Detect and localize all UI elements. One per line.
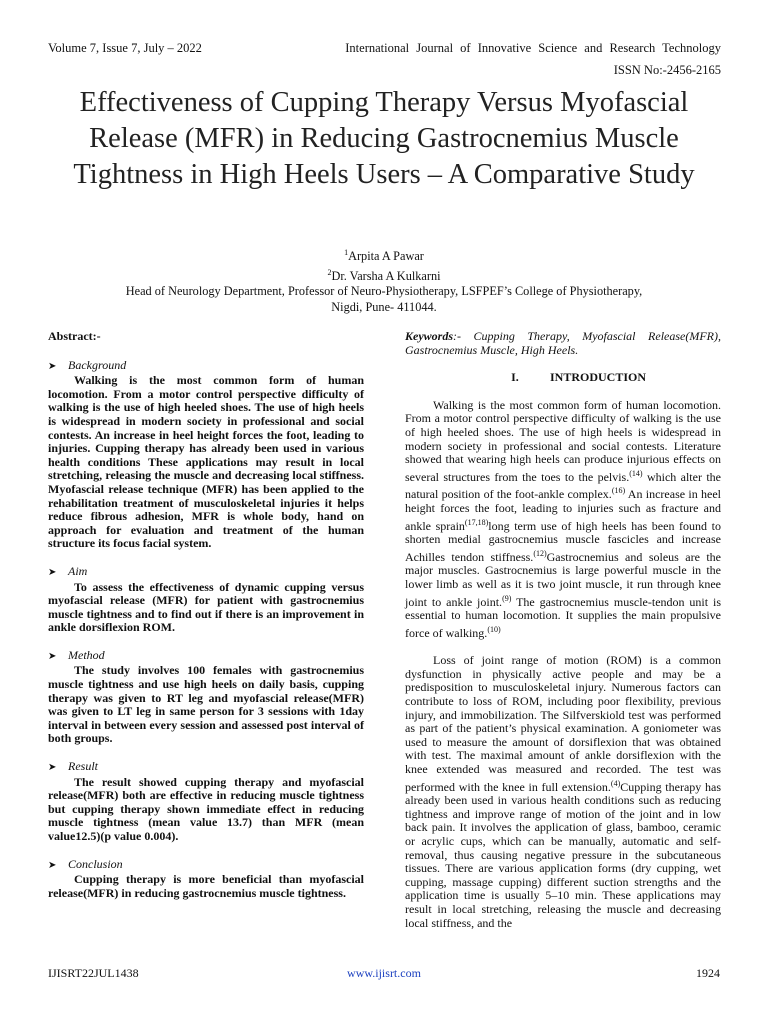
abstract-heading-background <box>48 359 364 374</box>
author-1-name: Arpita A Pawar <box>348 249 424 264</box>
abstract-heading-label: Method <box>68 647 105 662</box>
paper-title: Effectiveness of Cupping Therapy Versus Myofascial Release (MFR) in Reducing Gastrocnemius Muscle Tightness in High Heels Users – A Comparative Study <box>73 87 695 190</box>
citation-ref: (9) <box>502 593 512 603</box>
author-1 <box>40 245 728 265</box>
text-run: The gastrocnemius muscle-tendon unit is essential to human locomotion. It supplies the main propulsive force of walking. <box>405 594 722 640</box>
arrow-bullet-icon: ➤ <box>48 650 57 662</box>
text-run: which alter the natural position of the foot-ankle complex. <box>405 469 721 502</box>
author-2-sup: 2 <box>327 267 332 277</box>
author-1-sup: 1 <box>344 248 349 257</box>
abstract-heading-label: Background <box>68 357 127 372</box>
abstract-heading-label: Result <box>68 759 98 774</box>
text-run: Cupping therapy has already been used in various health conditions such as reducing tightness and improve range of motion of the joint and in low back pain. It involves the application of glass, bamboo, ceramic or acrylic cups, which can be manually, automatic and self-removal, thus causing negative pressure in the subcutaneous tissues. There are various application forms (dry cupping, wet cupping, massage cupping) different suction strengths and the application time is usually 5–10 min. These applications may result in local stretching, releasing the muscle and decreasing local stiffness, and the <box>405 779 721 930</box>
keywords-text: :- Cupping Therapy, Myofascial Release(MFR), Gastrocnemius Muscle, High Heels. <box>405 329 721 357</box>
introduction-number: I. <box>511 370 519 385</box>
abstract-heading-label: Conclusion <box>68 856 123 871</box>
location: Nigdi, Pune- 411044. <box>331 299 437 314</box>
right-column <box>405 330 721 944</box>
abstract-body-result: The result showed cupping therapy and myofascial release(MFR) both are effective in reducing muscle tightness but cupping therapy shown immediate effect in reducing muscle tightness (mean value 13.7) than MFR (mean value12.5)(p value 0.004). <box>48 774 364 843</box>
footer-page-number: 1924 <box>696 966 720 980</box>
citation-ref: (17,18) <box>464 517 489 527</box>
arrow-bullet-icon: ➤ <box>48 762 57 774</box>
citation-ref: (4) <box>610 778 621 788</box>
abstract-heading-method <box>48 649 364 664</box>
text-run: long term use of high heels has been found to shorten medial gastrocnemius muscle fascicles and increase Achilles tendon stiffness. <box>405 518 721 564</box>
abstract-sections <box>48 359 364 901</box>
keywords <box>405 330 721 357</box>
abstract-heading-result <box>48 760 364 775</box>
text-run: Loss of joint range of motion (ROM) is a common dysfunction in physically active people and may be a predisposition to musculoskeletal injury. Numerous factors can contribute to loss of ROM, including poor flexibility, previous injury, and immobilization. The Silfverskiold test was performed as part of the patient’s physical examination. A goniometer was used to measure the amount of dorsiflexion that was obtained with test. The maximal amount of ankle dorsiflexion with the knee extended was measured and recorded. The test was performed with the knee in full extension. <box>405 653 721 794</box>
intro-paragraph-2 <box>405 654 721 930</box>
intro-paragraph-1 <box>405 399 721 641</box>
footer-id: IJISRT22JUL1438 <box>48 966 139 980</box>
citation-ref: (14) <box>629 468 643 478</box>
citation-ref: (12) <box>533 548 547 558</box>
abstract-title: Abstract:- <box>48 329 101 343</box>
abstract-body-aim: To assess the effectiveness of dynamic cupping versus myofascial release (MFR) for patient with gastrocnemius muscle tightness and to find out if there is an improvement in ankle dorsiflexion ROM. <box>48 579 364 635</box>
affiliation: Head of Neurology Department, Professor of Neuro-Physiotherapy, LSFPEF’s College of Physiotherapy, <box>125 284 643 299</box>
footer-website-link[interactable]: www.ijisrt.com <box>347 966 421 980</box>
authors-block <box>40 245 728 315</box>
text-run: Gastrocnemius and soleus are the major muscles. Gastrocnemius is large powerful muscle in the lower limb as well as it is two joint muscle, it run through knee joint to ankle joint. <box>405 549 721 609</box>
abstract-body-conclusion: Cupping therapy is more beneficial than myofascial release(MFR) in reducing gastrocnemius muscle tightness. <box>48 872 364 900</box>
abstract-heading-aim <box>48 565 364 580</box>
abstract-body-background: Walking is the most common form of human locomotion. From a motor control perspective difficulty of walking is the use of high heeled shoes. The use of high heels is widespread in modern society in professional and social contests. An increase in heel height forces the foot, leading to injuries. Cupping therapy has already been used in various health conditions These applications may result in local stretching, releasing the muscle and decreasing local stiffness. Myofascial release technique (MFR) has been applied to the rehabilitation treatment of musculoskeletal injuries it helps reduce fibrous adhesion, MFR is whole body, hand on approach for evaluation and treatment of the human structure its focus facial system. <box>48 373 364 551</box>
introduction-title: INTRODUCTION <box>549 370 646 385</box>
author-2 <box>40 265 728 285</box>
author-2-name: Dr. Varsha A Kulkarni <box>331 268 441 283</box>
keywords-label: Keywords <box>405 329 453 343</box>
citation-ref: (10) <box>487 624 501 634</box>
abstract-body-method: The study involves 100 females with gastrocnemius muscle tightness and use high heels on daily basis, cupping therapy was given to RT leg and myofascial release(MFR) was given to LT leg in same person for 3 sessions with 1day interval in between every session and assessed post interval of both groups. <box>48 663 364 746</box>
text-run: Walking is the most common form of human locomotion. From a motor control perspective difficulty of walking is the use of high heeled shoes. The use of high heels is widespread in modern society in professional and social contests. Literature showed that wearing high heels can produce injurious effects on several structures from the toes to the pelvis. <box>405 397 721 484</box>
header-volume: Volume 7, Issue 7, July – 2022 <box>48 41 202 55</box>
header-journal: International Journal of Innovative Science and Research Technology <box>345 41 721 55</box>
citation-ref: (16) <box>611 486 626 496</box>
abstract-heading-conclusion <box>48 858 364 873</box>
arrow-bullet-icon: ➤ <box>48 859 57 871</box>
text-run: An increase in heel height forces the foot, leading to injuries such as fracture and ankle sprain <box>405 487 721 533</box>
abstract-heading-label: Aim <box>68 563 88 578</box>
header-issn: ISSN No:-2456-2165 <box>613 63 721 77</box>
introduction-heading <box>405 371 721 385</box>
left-column <box>48 330 364 914</box>
arrow-bullet-icon: ➤ <box>48 360 57 372</box>
arrow-bullet-icon: ➤ <box>48 566 57 578</box>
